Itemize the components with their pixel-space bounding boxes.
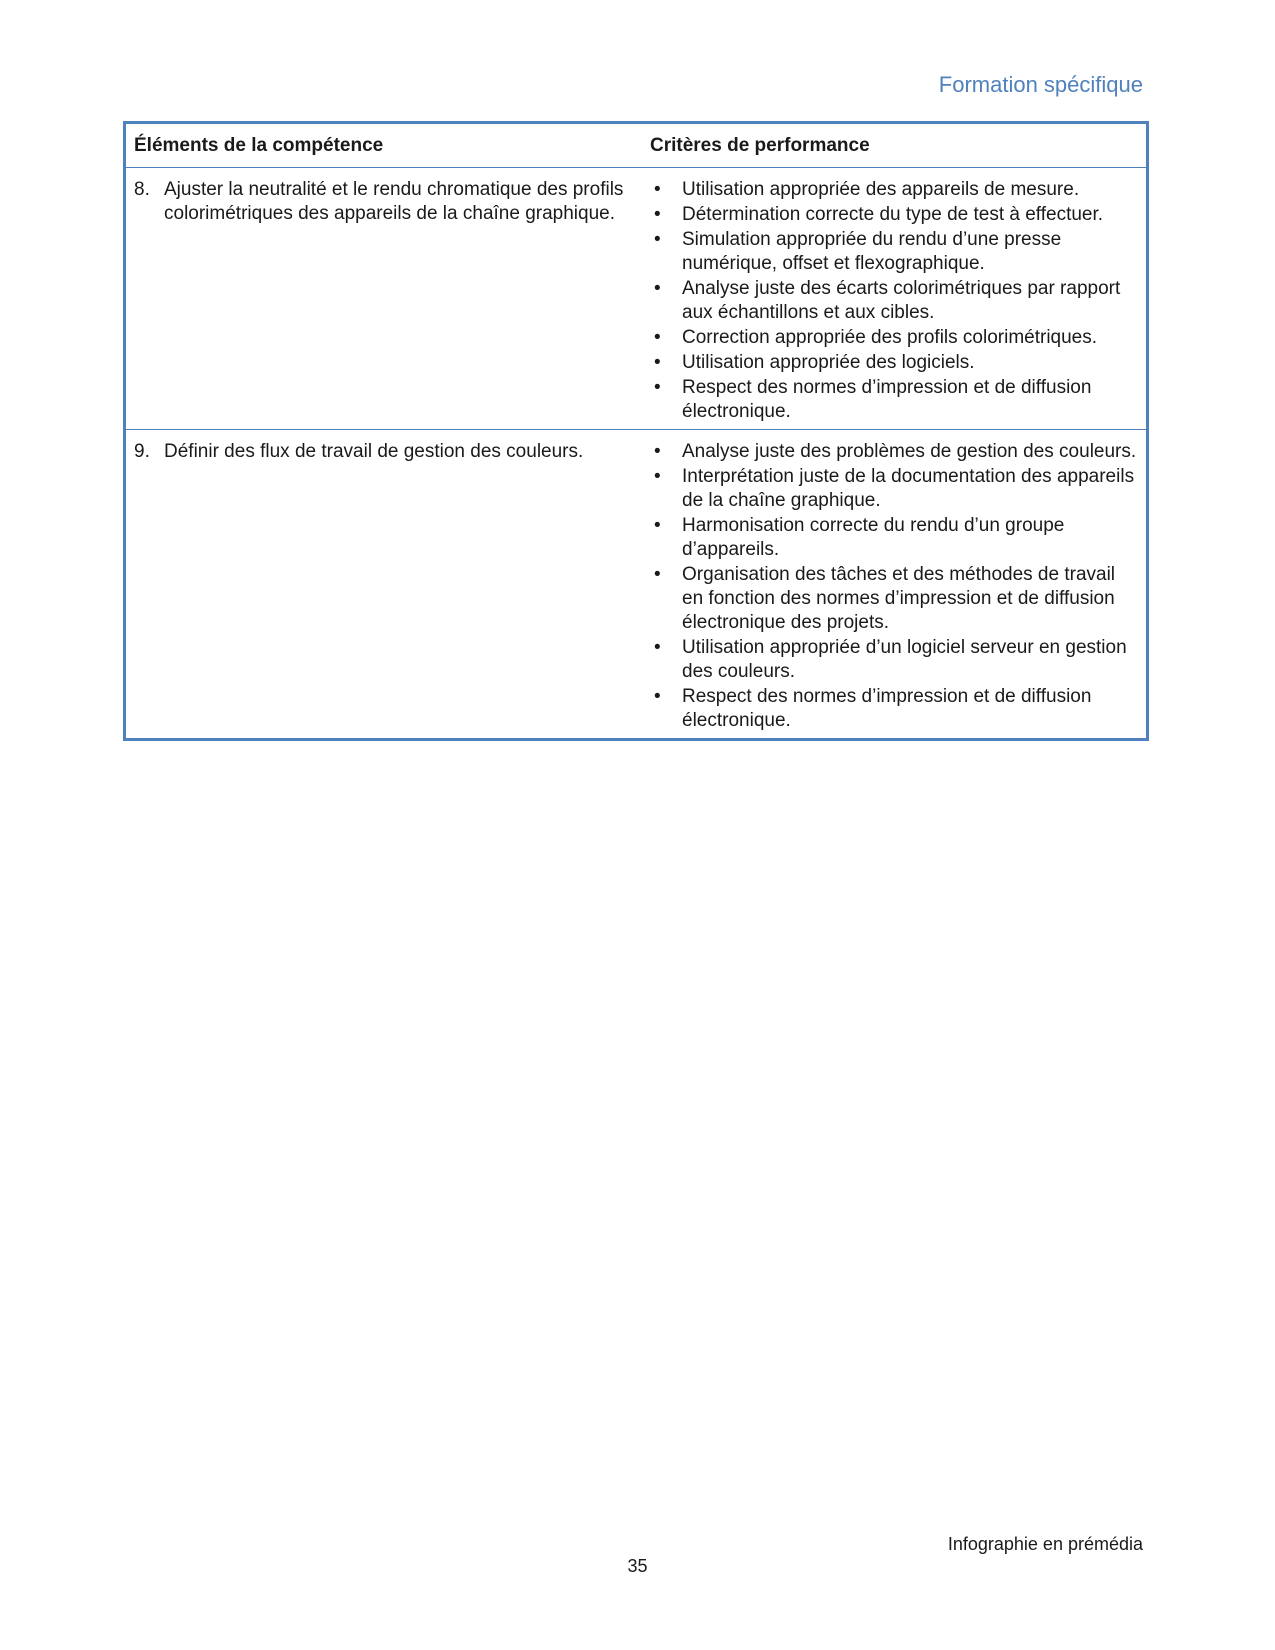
bullet-icon: •: [654, 686, 661, 707]
criteria-item: • Correction appropriée des profils colorimétriques.: [654, 327, 1098, 348]
table-header-row: [125, 123, 1148, 168]
criteria-item: • Analyse juste des écarts colorimétriques par rapport aux échantillons et aux cibles.: [654, 278, 1121, 323]
criteria-item: • Utilisation appropriée d’un logiciel serveur en gestion des couleurs.: [654, 637, 1127, 682]
bullet-icon: •: [654, 204, 661, 225]
criteria-cell: [642, 168, 1148, 430]
criteria-item: • Utilisation appropriée des logiciels.: [654, 352, 975, 373]
element-number: 8.: [134, 179, 150, 200]
criteria-item: • Analyse juste des problèmes de gestion des couleurs.: [654, 441, 1137, 462]
footer-program-title: Infographie en prémédia: [947, 1534, 1143, 1554]
criteria-list: [652, 178, 1138, 424]
bullet-icon: •: [654, 441, 661, 462]
bullet-icon: •: [654, 564, 661, 585]
bullet-icon: •: [654, 637, 661, 658]
bullet-icon: •: [654, 327, 661, 348]
header-elements: Éléments de la compétence: [125, 123, 643, 168]
criteria-item: • Détermination correcte du type de test à effectuer.: [654, 204, 1104, 225]
criteria-item: • Interprétation juste de la documentation des appareils de la chaîne graphique.: [654, 466, 1135, 511]
bullet-icon: •: [654, 229, 661, 250]
criteria-item: • Harmonisation correcte du rendu d’un groupe d’appareils.: [654, 515, 1065, 560]
criteria-item: • Respect des normes d’impression et de diffusion électronique.: [654, 377, 1092, 422]
page-header-title: Formation spécifique: [938, 72, 1143, 97]
bullet-icon: •: [654, 377, 661, 398]
element-text: Ajuster la neutralité et le rendu chromatique des profils colorimétriques des appareils de la chaîne graphique.: [164, 179, 624, 224]
bullet-icon: •: [654, 466, 661, 487]
page-number: 35: [627, 1556, 648, 1576]
element-cell: [125, 430, 643, 740]
bullet-icon: •: [654, 179, 661, 200]
bullet-icon: •: [654, 278, 661, 299]
criteria-cell: [642, 430, 1148, 740]
element-number: 9.: [134, 441, 150, 462]
criteria-list: [652, 440, 1138, 733]
criteria-item: • Organisation des tâches et des méthodes de travail en fonction des normes d’impression et de diffusion électronique des projets.: [654, 564, 1116, 633]
header-criteria: Critères de performance: [642, 123, 1148, 168]
competency-table: [123, 121, 1149, 741]
element-cell: [125, 168, 643, 430]
criteria-item: • Simulation appropriée du rendu d’une presse numérique, offset et flexographique.: [654, 229, 1062, 274]
table-row: [125, 430, 1148, 740]
bullet-icon: •: [654, 515, 661, 536]
criteria-item: • Utilisation appropriée des appareils de mesure.: [654, 179, 1080, 200]
bullet-icon: •: [654, 352, 661, 373]
criteria-item: • Respect des normes d’impression et de diffusion électronique.: [654, 686, 1092, 731]
element-text: Définir des flux de travail de gestion des couleurs.: [164, 441, 584, 462]
table-row: [125, 168, 1148, 430]
